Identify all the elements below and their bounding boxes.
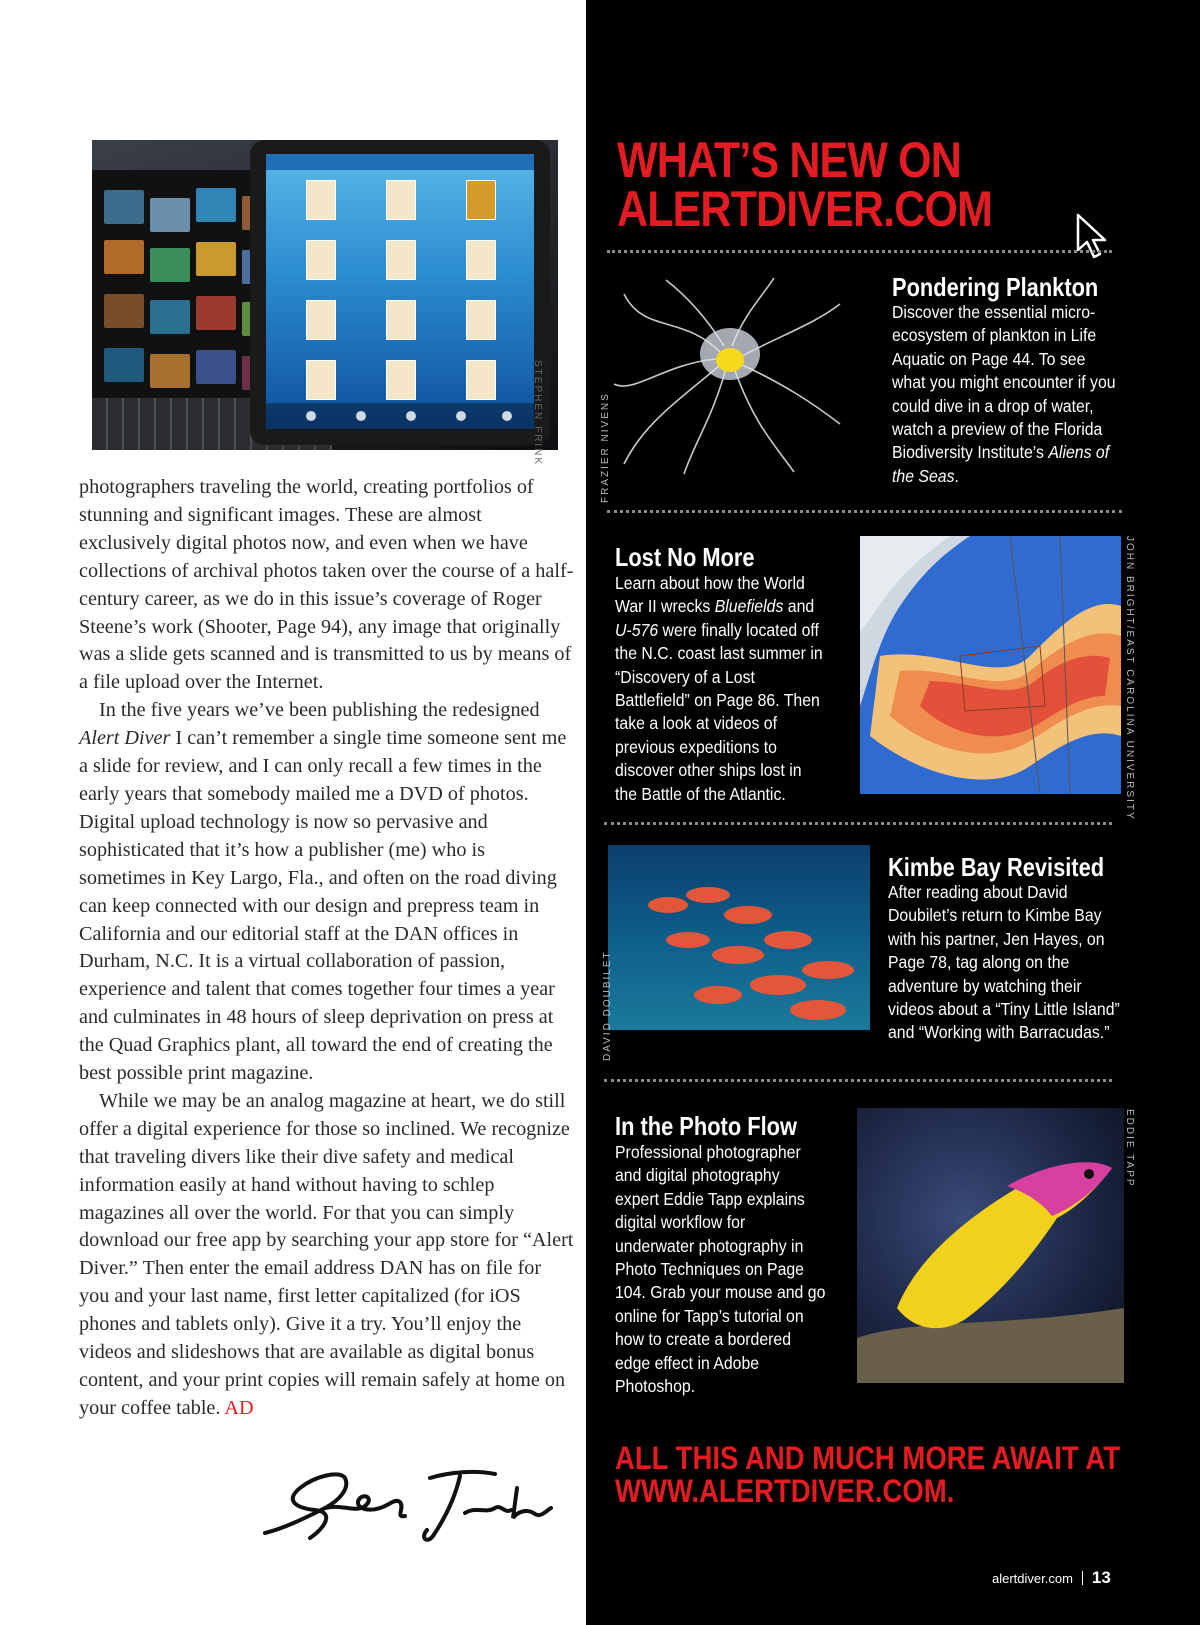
tablet-screen (266, 154, 534, 429)
tablet-device (250, 140, 550, 445)
divider (604, 1079, 1112, 1082)
story-body-photo-flow: Professional photographer and digital photography expert Eddie Tapp explains digital workflow for underwater photography in Photo Techniques on Page 104. Grab your mouse and go online for Tapp’s tutorial on how to create a bordered edge effect in Adobe Photoshop. (615, 1142, 826, 1397)
fairy-basslet-photo (857, 1108, 1124, 1383)
paragraph-1: photographers traveling the world, creating portfolios of stunning and significant images. These are almost exclusively digital photos now, and even when we have collections of archival photos taken over the course of a half-century career, as we do in this issue’s coverage of Roger Steene’s work (Shooter, Page 94), any image that originally was a slide gets scanned and is transmitted to us by means of a file upload over the Internet. (79, 476, 574, 694)
story-title-lost-no-more: Lost No More (615, 542, 755, 572)
divider (607, 510, 1122, 513)
paragraph-3: While we may be an analog magazine at heart, we do still offer a digital experience for those so inclined. We recognize that traveling divers like their dive safety and medical information easily at hand without having to schlep magazines all over the world. For that you can simply download our free app by searching your app store for “Alert Diver.” Then enter the email address DAN has on file for you and your last name, first letter capitalized (for iOS phones and tablets only). Give it a try. You’ll enjoy the videos and slideshows that are available as digital bonus content, and your print copies will remain safely at home on your coffee table. AD (79, 1089, 574, 1419)
signature (255, 1458, 555, 1548)
divider (607, 250, 1112, 253)
paragraph-2: In the five years we’ve been publishing the redesigned Alert Diver I can’t remember a single time someone sent me a slide for review, and I can only recall a few times in the early years that somebody mailed me a DVD of photos. Digital upload technology is now so pervasive and sophisticated that it’s how a publisher (me) who is sometimes in Key Largo, Fla., and often on the road diving can keep connected with our design and prepress team in California and our editorial staff at the DAN offices in Durham, N.C. It is a virtual collaboration of passion, experience and talent that comes together four times a year and culminates in 48 hours of sleep deprivation on press at the Quad Graphics plant, all toward the end of creating the best possible print magazine. (79, 699, 567, 1085)
end-mark: AD (224, 1396, 254, 1419)
wreck-survey-map (860, 536, 1121, 794)
plankton-photo (604, 274, 844, 478)
fish-school-photo (608, 845, 870, 1030)
divider (604, 822, 1112, 825)
photo-credit-doubilet: DAVID DOUBILET (602, 950, 613, 1061)
editorial-body (79, 474, 575, 1423)
photo-credit-nivens: FRAZIER NIVENS (600, 392, 611, 503)
folio-site: alertdiver.com (992, 1571, 1073, 1586)
page-folio (992, 1568, 1111, 1588)
story-title-photo-flow: In the Photo Flow (615, 1111, 797, 1141)
story-body-plankton: Discover the essential micro-ecosystem of plankton in Life Aquatic on Page 44. To see what you might encounter if you could dive in a drop of water, watch a preview of the Florida Biodiversity Institute’s Aliens of the Seas. (892, 302, 1116, 486)
photo-credit-bright: JOHN BRIGHT/EAST CAROLINA UNIVERSITY (1124, 536, 1135, 821)
page-number: 13 (1091, 1568, 1111, 1587)
story-title-plankton: Pondering Plankton (892, 272, 1099, 302)
photo-credit-tapp: EDDIE TAPP (1124, 1109, 1135, 1188)
story-title-kimbe-bay: Kimbe Bay Revisited (888, 852, 1105, 882)
story-body-lost-no-more: Learn about how the World War II wrecks Bluefields and U-576 were finally located off the N.C. coast last summer in “Discovery of a Lost Battlefield” on Page 86. Then take a look at videos of previous expeditions to discover other ships lost in the Battle of the Atlantic. (615, 573, 823, 804)
story-body-kimbe-bay: After reading about David Doubilet’s return to Kimbe Bay with his partner, Jen Hayes, on Page 78, tag along on the adventure by watching their videos about a “Tiny Little Island” and “Working with Barracudas.” (888, 882, 1120, 1043)
photo-credit-frink: STEPHEN FRINK (532, 360, 543, 467)
sidebar-headline: WHAT’S NEW ON ALERTDIVER.COM (617, 132, 992, 237)
editorial-column (0, 0, 586, 1625)
closing-call-to-action: ALL THIS AND MUCH MORE AWAIT AT WWW.ALERTDIVER.COM. (615, 1440, 1121, 1509)
tablet-app-photo (92, 140, 558, 450)
